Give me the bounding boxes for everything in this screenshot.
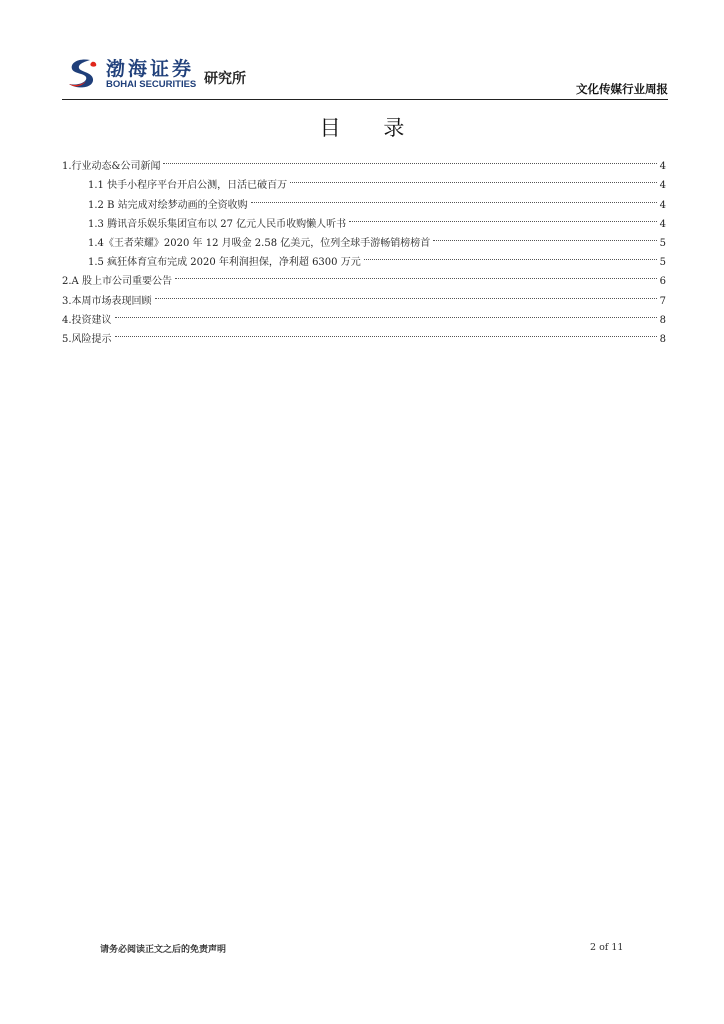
toc-page-number[interactable]: 5 bbox=[659, 257, 666, 269]
toc-entry-text[interactable]: 1.2 B 站完成对绘梦动画的全资收购 bbox=[88, 199, 248, 211]
report-type-label: 文化传媒行业周报 bbox=[576, 82, 668, 96]
toc-entry-text[interactable]: 1.4《王者荣耀》2020 年 12 月吸金 2.58 亿美元，位列全球手游畅销榜榜首 bbox=[88, 237, 431, 249]
toc-dot-leader bbox=[155, 278, 657, 298]
bohai-logo-icon bbox=[66, 57, 98, 91]
page-header bbox=[62, 52, 668, 98]
toc-page-number[interactable]: 6 bbox=[659, 276, 666, 288]
logo-chinese-text: 渤海证券 bbox=[106, 58, 195, 80]
toc-dot-leader bbox=[433, 221, 656, 241]
toc-page-number[interactable]: 8 bbox=[659, 333, 666, 345]
toc-entry-text[interactable]: 1.1 快手小程序平台开启公测，日活已破百万 bbox=[88, 180, 288, 192]
logo-english-text: BOHAI SECURITIES bbox=[106, 79, 197, 90]
institute-label: 研究所 bbox=[204, 71, 246, 87]
toc-dot-leader bbox=[115, 298, 657, 318]
toc-page-number[interactable]: 7 bbox=[659, 295, 666, 307]
table-of-contents bbox=[62, 149, 666, 345]
toc-entry-text[interactable]: 4.投资建议 bbox=[62, 314, 112, 326]
toc-dot-leader bbox=[175, 259, 657, 279]
toc-page-number[interactable]: 4 bbox=[659, 180, 666, 192]
page-indicator: 2 of 11 bbox=[590, 942, 624, 953]
toc-entry-text[interactable]: 2.A 股上市公司重要公告 bbox=[62, 276, 172, 288]
toc-entry-5[interactable] bbox=[62, 322, 666, 345]
toc-dot-leader bbox=[349, 202, 656, 222]
toc-entry-text[interactable]: 1.3 腾讯音乐娱乐集团宣布以 27 亿元人民币收购懒人听书 bbox=[88, 218, 347, 230]
toc-page-number[interactable]: 4 bbox=[659, 161, 666, 173]
toc-entry-text[interactable]: 1.5 疯狂体育宣布完成 2020 年利润担保，净利超 6300 万元 bbox=[88, 257, 361, 269]
toc-page-number[interactable]: 4 bbox=[659, 218, 666, 230]
header-divider bbox=[62, 99, 668, 100]
toc-page-number[interactable]: 4 bbox=[659, 199, 666, 211]
toc-dot-leader bbox=[115, 317, 657, 337]
toc-dot-leader bbox=[364, 240, 657, 260]
toc-title: 目 录 bbox=[319, 116, 423, 140]
toc-page-number[interactable]: 8 bbox=[659, 314, 666, 326]
bohai-securities-logo bbox=[66, 54, 296, 94]
toc-entry-text[interactable]: 3.本周市场表现回顾 bbox=[62, 295, 152, 307]
toc-dot-leader bbox=[251, 182, 657, 202]
toc-dot-leader bbox=[290, 163, 657, 183]
toc-dot-leader bbox=[163, 144, 656, 164]
toc-entry-text[interactable]: 1.行业动态&公司新闻 bbox=[62, 161, 161, 173]
disclaimer-note: 请务必阅读正文之后的免责声明 bbox=[100, 945, 227, 955]
toc-page-number[interactable]: 5 bbox=[659, 237, 666, 249]
toc-entry-text[interactable]: 5.风险提示 bbox=[62, 333, 112, 345]
